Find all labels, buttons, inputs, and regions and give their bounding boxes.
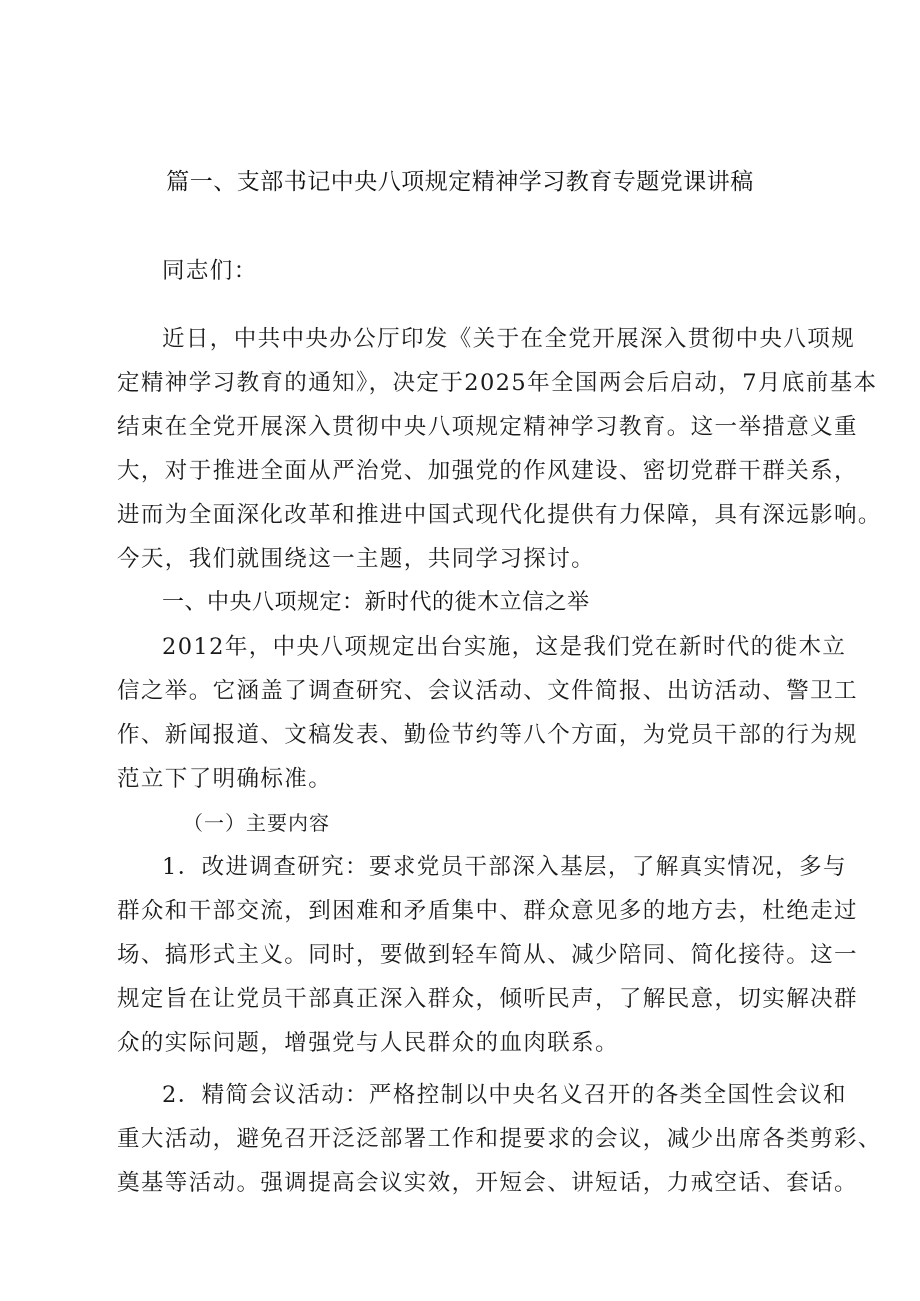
paragraph-line: 定精神学习教育的通知》，决定于2025年全国两会后启动，7月底前基本 [117,370,878,396]
paragraph-line: 大，对于推进全面从严治党、加强党的作风建设、密切党群干群关系， [117,458,858,484]
paragraph-line: 今天，我们就围绕这一主题，共同学习探讨。 [117,546,596,572]
section-heading: 一、中央八项规定：新时代的徙木立信之举 [162,590,590,615]
paragraph-line: 1．改进调查研究：要求党员干部深入基层，了解真实情况，多与 [162,854,847,880]
paragraph-line: 2．精简会议活动：严格控制以中央名义召开的各类全国性会议和 [162,1082,847,1108]
paragraph-line: 2012年，中央八项规定出台实施，这是我们党在新时代的徙木立 [162,634,847,660]
paragraph-line: 作、新闻报道、文稿发表、勤俭节约等八个方面，为党员干部的行为规 [117,722,858,748]
paragraph-line: 重大活动，避免召开泛泛部署工作和提要求的会议，减少出席各类剪彩、 [117,1126,882,1152]
paragraph-line: 奠基等活动。强调提高会议实效，开短会、讲短话，力戒空话、套话。 [117,1170,858,1196]
paragraph-line: 结束在全党开展深入贯彻中央八项规定精神学习教育。这一举措意义重 [117,414,858,440]
paragraph-line: 进而为全面深化改革和推进中国式现代化提供有力保障，具有深远影响。 [117,502,882,528]
paragraph-line: 场、搞形式主义。同时，要做到轻车简从、减少陪同、简化接待。这一 [117,942,858,968]
paragraph-line: 近日，中共中央办公厅印发《关于在全党开展深入贯彻中央八项规 [162,326,856,352]
paragraph-line: 范立下了明确标准。 [117,766,333,792]
paragraph-line: 规定旨在让党员干部真正深入群众，倾听民声，了解民意，切实解决群 [117,986,858,1012]
document-title: 篇一、支部书记中央八项规定精神学习教育专题党课讲稿 [166,169,754,195]
salutation: 同志们： [162,258,258,284]
subsection-heading: （一）主要内容 [183,811,330,835]
paragraph-line: 信之举。它涵盖了调查研究、会议活动、文件简报、出访活动、警卫工 [117,678,858,704]
paragraph-line: 众的实际问题，增强党与人民群众的血肉联系。 [117,1030,619,1056]
paragraph-line: 群众和干部交流，到困难和矛盾集中、群众意见多的地方去，杜绝走过 [117,898,858,924]
